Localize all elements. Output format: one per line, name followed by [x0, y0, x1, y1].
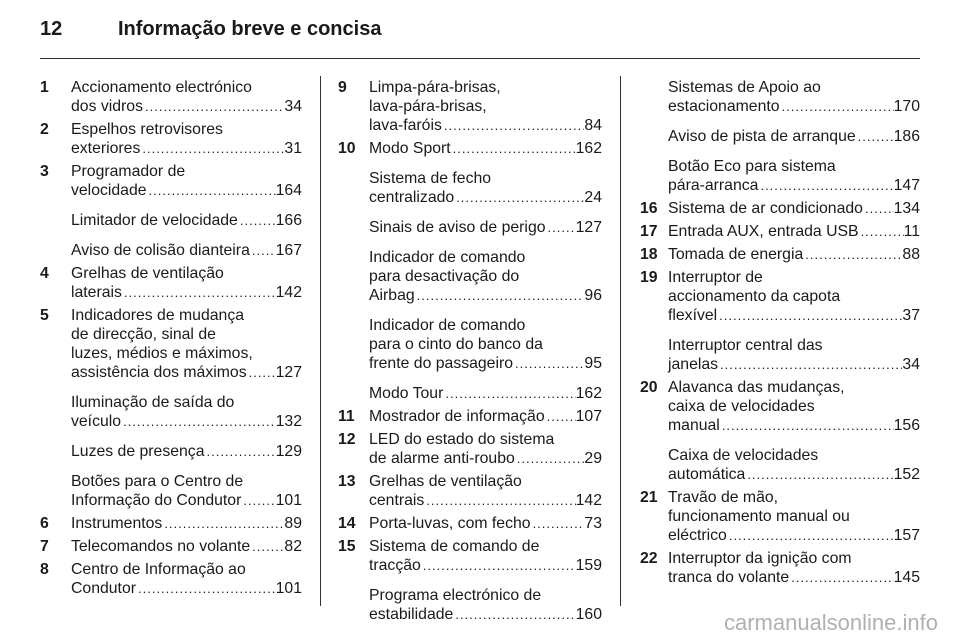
page-reference: 170: [893, 98, 920, 115]
page-reference: 89: [284, 515, 302, 532]
item-text: para desactivação do: [369, 268, 520, 285]
callout-number: 14: [338, 515, 356, 532]
callout-number: 21: [640, 489, 658, 506]
page-reference: 164: [275, 182, 302, 199]
index-item: [71, 306, 302, 382]
index-item: [668, 245, 920, 264]
item-text: Iluminação de saída do: [71, 394, 235, 411]
item-text: Indicador de comando: [369, 317, 526, 334]
item-text: LED do estado do sistema: [369, 431, 555, 448]
index-entry: [640, 78, 920, 195]
index-item: [668, 199, 920, 218]
index-entry: [338, 514, 602, 533]
item-text: Grelhas de ventilação: [369, 473, 522, 490]
page-reference: 142: [575, 492, 602, 509]
callout-number: 20: [640, 379, 658, 396]
item-text: Sistema de ar condicionado: [668, 200, 863, 217]
index-entry: [40, 514, 302, 533]
leader-dots: [453, 605, 575, 624]
index-item: [71, 537, 302, 556]
page-reference: 127: [275, 364, 302, 381]
index-item: [71, 241, 302, 260]
item-text: centrais: [369, 492, 425, 509]
leader-dots: [147, 181, 276, 200]
item-text: lava-faróis: [369, 117, 442, 134]
index-item: [369, 78, 602, 135]
callout-number: 6: [40, 515, 49, 532]
leader-dots: [727, 526, 894, 545]
page-reference: 82: [284, 538, 302, 555]
index-entry: [40, 120, 302, 158]
index-entry: [640, 222, 920, 241]
item-text: Informação do Condutor: [71, 492, 242, 509]
item-text: Espelhos retrovisores: [71, 121, 223, 138]
index-item: [71, 472, 302, 510]
leader-dots: [136, 579, 276, 598]
page-reference: 101: [275, 492, 302, 509]
leader-dots: [241, 491, 275, 510]
page-number: 12: [40, 18, 63, 40]
item-text: Botão Eco para sistema: [668, 158, 836, 175]
callout-number: 2: [40, 121, 49, 138]
page-reference: 162: [575, 140, 602, 157]
index-item: [668, 549, 920, 587]
page-reference: 73: [584, 515, 602, 532]
callout-number: 13: [338, 473, 356, 490]
index-entry: [40, 162, 302, 260]
item-text: Aviso de colisão dianteira: [71, 242, 250, 259]
index-entry: [40, 537, 302, 556]
index-entry: [338, 430, 602, 468]
index-item: [71, 120, 302, 158]
item-text: accionamento da capota: [668, 288, 841, 305]
index-entry: [640, 199, 920, 218]
item-text: automática: [668, 466, 746, 483]
page-reference: 129: [275, 443, 302, 460]
index-item: [668, 222, 920, 241]
leader-dots: [250, 537, 284, 556]
item-text: para o cinto do banco da: [369, 336, 543, 353]
page-reference: 142: [275, 284, 302, 301]
index-item: [668, 446, 920, 484]
index-column-1: [40, 78, 302, 602]
page-reference: 37: [902, 307, 920, 324]
item-text: tranca do volante: [668, 569, 790, 586]
index-entry: [338, 78, 602, 135]
item-text: Tomada de energia: [668, 246, 804, 263]
item-text: Limpa-pára-brisas,: [369, 79, 501, 96]
page-reference: 167: [275, 242, 302, 259]
page-header: [40, 18, 381, 41]
page-reference: 11: [903, 223, 920, 240]
index-item: [71, 264, 302, 302]
item-text: Porta-luvas, com fecho: [369, 515, 531, 532]
page-reference: 134: [893, 200, 920, 217]
index-item: [369, 407, 602, 426]
leader-dots: [545, 407, 576, 426]
item-text: veículo: [71, 413, 122, 430]
page-reference: 157: [893, 527, 920, 544]
page-reference: 31: [284, 140, 302, 157]
page-reference: 34: [902, 356, 920, 373]
leader-dots: [803, 245, 902, 264]
item-text: Telecomandos no volante: [71, 538, 251, 555]
callout-number: 15: [338, 538, 356, 555]
index-entry: [338, 139, 602, 403]
leader-dots: [122, 283, 276, 302]
callout-number: 17: [640, 223, 658, 240]
item-text: Alavanca das mudanças,: [668, 379, 845, 396]
leader-dots: [789, 568, 893, 587]
item-text: Entrada AUX, entrada USB: [668, 223, 859, 240]
index-item: [369, 169, 602, 207]
callout-number: 22: [640, 550, 658, 567]
index-item: [71, 442, 302, 461]
item-text: Mostrador de informação: [369, 408, 545, 425]
index-item: [369, 384, 602, 403]
leader-dots: [856, 127, 894, 146]
page-reference: 34: [284, 98, 302, 115]
item-text: Airbag: [369, 287, 415, 304]
page-reference: 24: [584, 189, 602, 206]
leader-dots: [247, 363, 276, 382]
column-divider: [620, 76, 621, 606]
page-reference: 186: [893, 128, 920, 145]
index-entry: [640, 378, 920, 484]
index-item: [369, 139, 602, 158]
callout-number: 11: [338, 408, 355, 425]
page-reference: 145: [893, 569, 920, 586]
item-text: flexível: [668, 307, 718, 324]
leader-dots: [421, 556, 576, 575]
page-reference: 96: [584, 287, 602, 304]
page-reference: 160: [575, 606, 602, 623]
leader-dots: [780, 97, 894, 116]
index-entry: [40, 78, 302, 116]
index-item: [369, 316, 602, 373]
item-text: Programador de: [71, 163, 186, 180]
item-text: Modo Tour: [369, 385, 444, 402]
callout-number: 5: [40, 307, 49, 324]
callout-number: 12: [338, 431, 356, 448]
page-reference: 101: [275, 580, 302, 597]
item-text: Grelhas de ventilação: [71, 265, 224, 282]
leader-dots: [454, 188, 584, 207]
leader-dots: [758, 176, 893, 195]
leader-dots: [717, 306, 902, 325]
leader-dots: [415, 286, 585, 305]
item-text: Accionamento electrónico: [71, 79, 252, 96]
item-text: exteriores: [71, 140, 141, 157]
index-item: [369, 586, 602, 624]
callout-number: 10: [338, 140, 356, 157]
leader-dots: [238, 211, 276, 230]
item-text: Interruptor da ignição com: [668, 550, 852, 567]
item-text: Travão de mão,: [668, 489, 779, 506]
page-reference: 159: [575, 557, 602, 574]
leader-dots: [121, 412, 276, 431]
item-text: centralizado: [369, 189, 455, 206]
callout-number: 7: [40, 538, 49, 555]
leader-dots: [205, 442, 276, 461]
leader-dots: [424, 491, 575, 510]
index-item: [668, 127, 920, 146]
callout-number: 8: [40, 561, 49, 578]
index-item: [369, 472, 602, 510]
leader-dots: [443, 384, 575, 403]
page-reference: 29: [584, 450, 602, 467]
leader-dots: [513, 354, 584, 373]
page-reference: 84: [584, 117, 602, 134]
index-item: [71, 514, 302, 533]
item-text: pára-arranca: [668, 177, 759, 194]
leader-dots: [531, 514, 585, 533]
item-text: estacionamento: [668, 98, 780, 115]
item-text: Caixa de velocidades: [668, 447, 819, 464]
item-text: Luzes de presença: [71, 443, 205, 460]
item-text: Interruptor de: [668, 269, 763, 286]
leader-dots: [720, 416, 894, 435]
page-reference: 162: [575, 385, 602, 402]
index-item: [668, 378, 920, 435]
leader-dots: [745, 465, 893, 484]
item-text: de direcção, sinal de: [71, 326, 216, 343]
callout-number: 4: [40, 265, 49, 282]
callout-number: 3: [40, 163, 49, 180]
item-text: eléctrico: [668, 527, 727, 544]
item-text: estabilidade: [369, 606, 454, 623]
index-entry: [640, 488, 920, 545]
index-entry: [338, 472, 602, 510]
page-reference: 88: [902, 246, 920, 263]
leader-dots: [250, 241, 276, 260]
callout-number: [640, 78, 668, 195]
item-text: manual: [668, 417, 720, 434]
item-text: Centro de Informação ao: [71, 561, 246, 578]
item-text: Condutor: [71, 580, 136, 597]
page-reference: 147: [893, 177, 920, 194]
page-reference: 95: [584, 355, 602, 372]
page-reference: 132: [275, 413, 302, 430]
index-item: [71, 162, 302, 200]
column-divider: [320, 76, 321, 606]
item-text: velocidade: [71, 182, 147, 199]
item-text: Sistema de comando de: [369, 538, 540, 555]
item-text: Sistema de fecho: [369, 170, 492, 187]
callout-number: 16: [640, 200, 658, 217]
index-item: [668, 268, 920, 325]
callout-number: 1: [40, 79, 49, 96]
item-text: Botões para o Centro de: [71, 473, 244, 490]
item-text: tracção: [369, 557, 421, 574]
index-entry: [40, 560, 302, 598]
index-entry: [338, 537, 602, 624]
index-entry: [640, 268, 920, 374]
item-text: dos vidros: [71, 98, 143, 115]
index-entry: [338, 407, 602, 426]
index-item: [369, 537, 602, 575]
page-title: Informação breve e concisa: [118, 18, 382, 40]
watermark: carmanualsonline.info: [723, 610, 938, 635]
item-text: Instrumentos: [71, 515, 163, 532]
item-text: assistência dos máximos: [71, 364, 247, 381]
index-item: [668, 336, 920, 374]
index-item: [71, 393, 302, 431]
page-reference: 127: [575, 219, 602, 236]
item-text: Modo Sport: [369, 140, 451, 157]
header-rule: [40, 58, 920, 59]
item-text: lava-pára-brisas,: [369, 98, 487, 115]
page-reference: 166: [275, 212, 302, 229]
leader-dots: [859, 222, 904, 241]
index-item: [668, 78, 920, 116]
item-text: Aviso de pista de arranque: [668, 128, 856, 145]
index-column-2: [338, 78, 602, 628]
index-item: [369, 248, 602, 305]
index-entry: [40, 306, 302, 510]
item-text: janelas: [668, 356, 719, 373]
item-text: frente do passageiro: [369, 355, 514, 372]
callout-number: 9: [338, 79, 347, 96]
index-item: [668, 488, 920, 545]
leader-dots: [442, 116, 585, 135]
page-reference: 107: [575, 408, 602, 425]
index-item: [369, 514, 602, 533]
leader-dots: [718, 355, 902, 374]
index-column-3: [640, 78, 920, 591]
index-entry: [640, 549, 920, 587]
page-reference: 156: [893, 417, 920, 434]
index-item: [71, 78, 302, 116]
leader-dots: [515, 449, 585, 468]
item-text: funcionamento manual ou: [668, 508, 850, 525]
item-text: de alarme anti-roubo: [369, 450, 515, 467]
leader-dots: [451, 139, 576, 158]
index-entry: [640, 245, 920, 264]
index-item: [369, 218, 602, 237]
index-item: [71, 560, 302, 598]
leader-dots: [143, 97, 284, 116]
item-text: Indicador de comando: [369, 249, 526, 266]
item-text: luzes, médios e máximos,: [71, 345, 253, 362]
item-text: Sinais de aviso de perigo: [369, 219, 546, 236]
leader-dots: [546, 218, 576, 237]
leader-dots: [863, 199, 894, 218]
item-text: laterais: [71, 284, 122, 301]
item-text: caixa de velocidades: [668, 398, 815, 415]
index-item: [71, 211, 302, 230]
index-entry: [40, 264, 302, 302]
item-text: Programa electrónico de: [369, 587, 542, 604]
item-text: Indicadores de mudança: [71, 307, 245, 324]
item-text: Limitador de velocidade: [71, 212, 238, 229]
index-item: [369, 430, 602, 468]
index-item: [668, 157, 920, 195]
page-reference: 152: [893, 466, 920, 483]
callout-number: 19: [640, 269, 658, 286]
leader-dots: [162, 514, 284, 533]
callout-number: 18: [640, 246, 658, 263]
leader-dots: [140, 139, 284, 158]
item-text: Sistemas de Apoio ao: [668, 79, 821, 96]
item-text: Interruptor central das: [668, 337, 823, 354]
